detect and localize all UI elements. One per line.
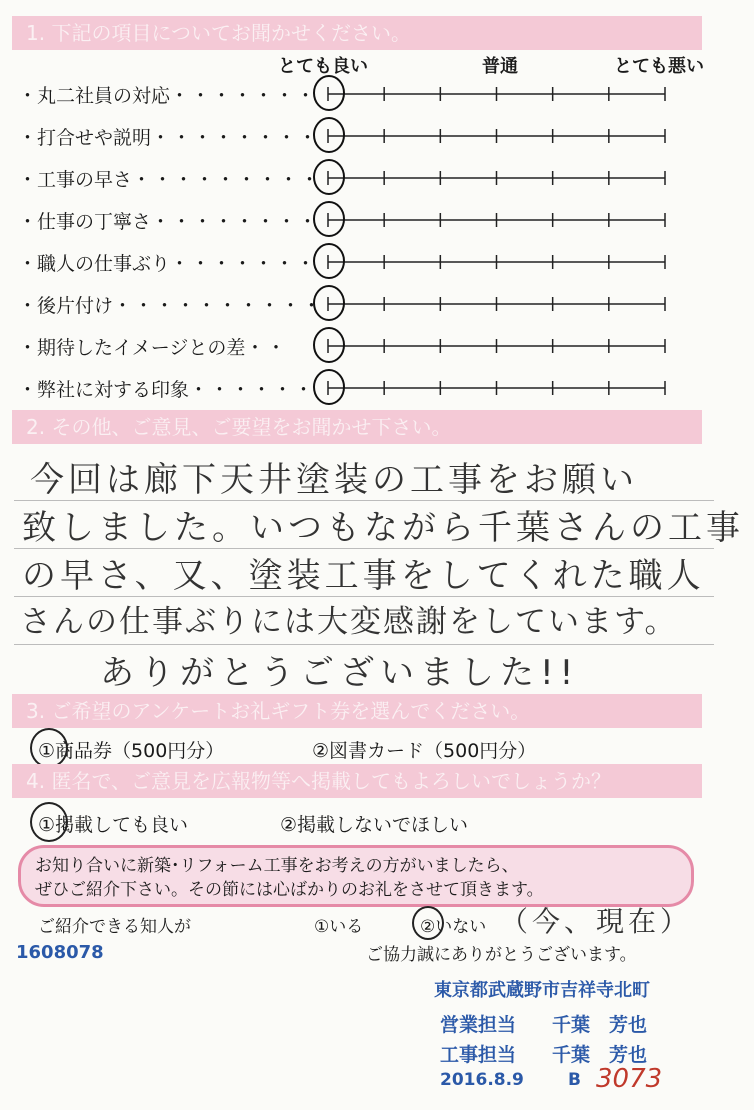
rating-selection-circle: [314, 286, 344, 320]
sales-rep-role: 営業担当: [440, 1014, 517, 1036]
notice-line-2: ぜひご紹介下さい。その節には心ばかりのお礼をさせて頂きます。: [35, 880, 544, 900]
rating-item-leader-dots: ・・・・・・・・: [151, 127, 320, 149]
referral-option-yes[interactable]: ①いる: [314, 917, 364, 937]
construction-rep-role: 工事担当: [440, 1044, 517, 1066]
rating-item-text: ・期待したイメージとの差: [18, 337, 246, 359]
rating-item-text: ・仕事の丁寧さ: [18, 211, 152, 233]
rating-selection-circle: [314, 328, 344, 362]
rating-item-leader-dots: ・・: [245, 337, 288, 359]
rating-item-leader-dots: ・・・・・・・・・・: [113, 295, 324, 317]
section4-title: 4. 匿名で、ご意見を広報物等へ掲載してもよろしいでしょうか？: [12, 764, 702, 798]
rating-item-text: ・丸二社員の対応: [18, 85, 171, 107]
rating-item-text: ・後片付け: [18, 295, 114, 317]
construction-rep-name: 千葉 芳也: [552, 1044, 648, 1066]
rating-selection-circle: [314, 160, 344, 194]
rating-item-text: ・打合せや説明: [18, 127, 152, 149]
scale-best-label: とても良い: [278, 56, 368, 77]
referral-notice: [18, 845, 694, 907]
rating-item-leader-dots: ・・・・・・・: [170, 253, 318, 275]
rating-item-text: ・弊社に対する印象: [18, 379, 190, 401]
company-address: 東京都武蔵野市吉祥寺北町: [434, 980, 650, 1001]
comment-line-4: さんの仕事ぶりには大変感謝をしています。: [20, 604, 678, 640]
grade-letter: B: [568, 1070, 581, 1090]
referral-handwritten-note: （今、現在）: [500, 905, 693, 938]
section3-title: 3. ご希望のアンケートお礼ギフト券を選んでください。: [12, 694, 702, 728]
rating-selection-circle: [314, 244, 344, 278]
publish-selection-circle: [30, 802, 68, 842]
gift-option-book-card[interactable]: ②図書カード（500円分）: [312, 740, 537, 762]
rating-scales: [0, 0, 754, 420]
thanks-message: ご協力誠にありがとうございます。: [366, 945, 637, 965]
rating-selection-circle: [314, 370, 344, 404]
rating-selection-circle: [314, 118, 344, 152]
section1-title: 1. 下記の項目についてお聞かせください。: [12, 16, 702, 50]
rating-item-text: ・工事の早さ: [18, 169, 133, 191]
scale-worst-label: とても悪い: [614, 56, 704, 77]
handwritten-number: 3073: [596, 1064, 663, 1094]
survey-date: 2016.8.9: [440, 1070, 524, 1090]
rating-item-leader-dots: ・・・・・・・・: [151, 211, 320, 233]
comment-line-2: 致しました。いつもながら千葉さんの工事: [22, 508, 744, 548]
document-number: 1608078: [16, 942, 104, 963]
rating-item-text: ・職人の仕事ぶり: [18, 253, 171, 275]
publish-option-no[interactable]: ②掲載しないでほしい: [280, 814, 469, 836]
rating-selection-circle: [314, 76, 344, 110]
comment-line-3: の早さ、又、塗装工事をしてくれた職人: [22, 556, 705, 596]
referral-label: ご紹介できる知人が: [38, 917, 191, 937]
scale-mid-label: 普通: [482, 56, 518, 77]
publish-option-ok[interactable]: ①掲載しても良い: [38, 814, 189, 836]
referral-selection-circle: [412, 906, 444, 940]
gift-selection-circle: [30, 728, 68, 768]
rating-item-leader-dots: ・・・・・・・: [170, 85, 318, 107]
rating-item-leader-dots: ・・・・・・: [189, 379, 316, 401]
notice-line-1: お知り合いに新築･リフォーム工事をお考えの方がいましたら、: [35, 856, 519, 876]
comment-line-5: ありがとうございました!!: [100, 653, 580, 693]
gift-option-product-voucher[interactable]: ①商品券（500円分）: [38, 740, 225, 762]
rating-item-leader-dots: ・・・・・・・・・: [132, 169, 322, 191]
section2-title: 2. その他、ご意見、ご要望をお聞かせ下さい。: [12, 410, 702, 444]
sales-rep-name: 千葉 芳也: [552, 1014, 648, 1036]
comment-line-1: 今回は廊下天井塗装の工事をお願い: [30, 460, 638, 500]
rating-selection-circle: [314, 202, 344, 236]
referral-option-no[interactable]: ②いない: [420, 917, 487, 937]
